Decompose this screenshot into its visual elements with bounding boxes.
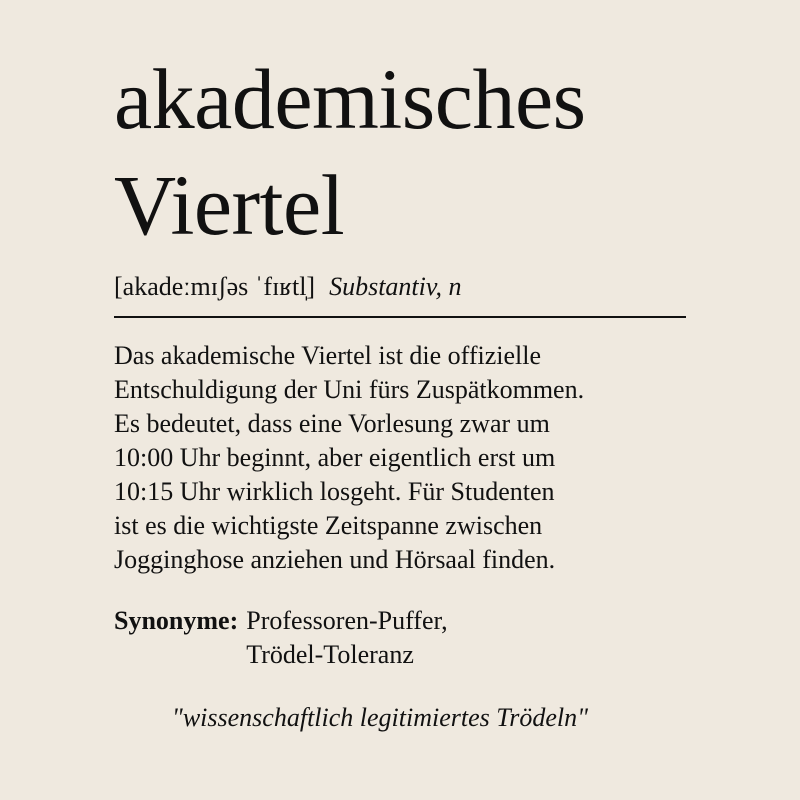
synonym-item: Trödel-Toleranz [246, 640, 414, 669]
definition-line: Es bedeutet, dass eine Vorlesung zwar um [114, 409, 550, 438]
synonyms-label: Synonyme: [114, 606, 239, 635]
divider-line [114, 316, 686, 318]
synonyms-list [246, 604, 447, 672]
definition-line: Das akademische Viertel ist die offizielle [114, 341, 542, 370]
pronunciation-row [114, 270, 462, 304]
definition-line: 10:15 Uhr wirklich losgeht. Für Studenten [114, 477, 555, 506]
synonym-item: Professoren-Puffer, [246, 606, 448, 635]
definition-line: Entschuldigung der Uni fürs Zuspätkommen. [114, 375, 585, 404]
part-of-speech: Substantiv, n [329, 272, 462, 301]
entry-title [114, 46, 586, 258]
pronunciation: [akadeːmɪʃəs ˈfɪʁtl̩] [114, 272, 316, 301]
definition-line: ist es die wichtigste Zeitspanne zwischen [114, 511, 543, 540]
entry-title-line-2: Viertel [114, 157, 345, 253]
definition-line: Jogginghose anziehen und Hörsaal finden. [114, 545, 556, 574]
entry-title-line-1: akademisches [114, 51, 586, 147]
quote: "wissenschaftlich legitimiertes Trödeln" [171, 703, 589, 732]
definition [114, 339, 714, 577]
synonyms [114, 604, 448, 672]
definition-line: 10:00 Uhr beginnt, aber eigentlich erst um [114, 443, 556, 472]
